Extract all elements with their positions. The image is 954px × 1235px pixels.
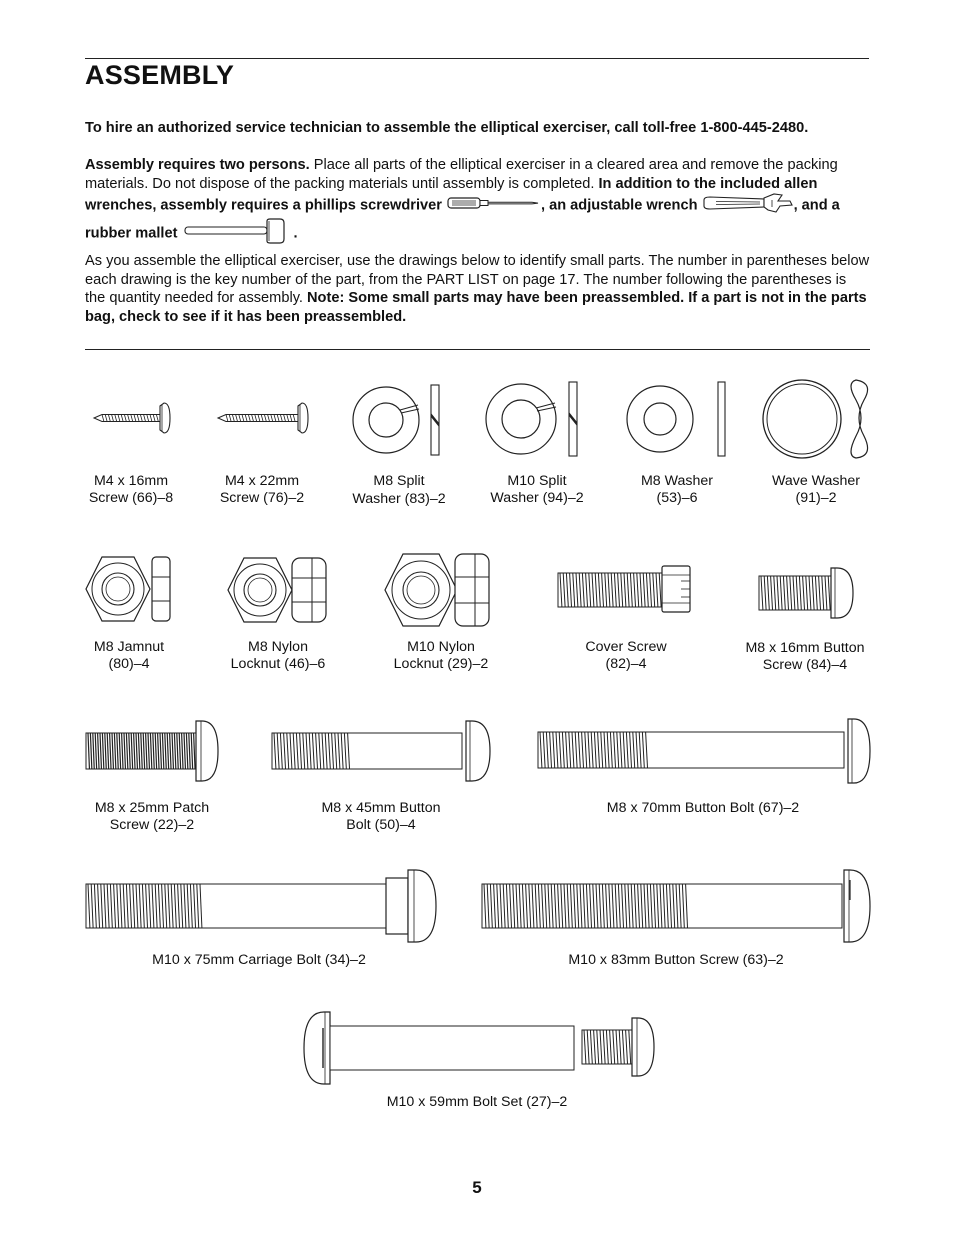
m10-nylon-locknut-drawing bbox=[383, 552, 493, 628]
part-label-m8x70mm-button-bolt: M8 x 70mm Button Bolt (67)–2 bbox=[606, 800, 800, 816]
parts-identification-paragraph bbox=[85, 252, 870, 326]
tools-required-text: In addition to the included allen wrenches, assembly requires a phillips screwdriver bbox=[85, 175, 818, 214]
part-label-wave-washer: Wave Washer (91)–2 bbox=[771, 473, 861, 506]
preparation-text: Place all parts of the elliptical exerciser in a cleared area and remove the packing materials. Do not dispose of the packing materials until assembly is completed. bbox=[85, 157, 838, 192]
adjustable-wrench-icon bbox=[702, 193, 794, 219]
m8-jamnut-drawing bbox=[84, 555, 174, 623]
m10-split-washer-drawing bbox=[484, 380, 584, 458]
cover-screw-drawing bbox=[556, 563, 696, 615]
assembly-requirements-paragraph bbox=[85, 156, 870, 248]
hire-technician-paragraph bbox=[85, 119, 870, 138]
part-label-m8-nylon-locknut: M8 Nylon Locknut (46)–6 bbox=[230, 639, 326, 672]
wave-washer-drawing bbox=[762, 378, 876, 460]
part-label-m4x16mm-screw: M4 x 16mm Screw (66)–8 bbox=[88, 473, 174, 506]
m8-washer-drawing bbox=[626, 380, 730, 458]
page-number: 5 bbox=[472, 1178, 482, 1197]
part-label-m10-nylon-locknut: M10 Nylon Locknut (29)–2 bbox=[393, 639, 489, 672]
part-label-m10-split-washer: M10 Split Washer (94)–2 bbox=[490, 473, 584, 506]
phillips-screwdriver-icon bbox=[446, 196, 541, 216]
hire-line: To hire an authorized service technician to assemble the elliptical exerciser, call toll-free 1-800-445-2480. bbox=[85, 120, 809, 136]
rubber-mallet-icon bbox=[182, 219, 294, 249]
part-label-m8x16mm-button-screw: M8 x 16mm Button Screw (84)–4 bbox=[745, 640, 865, 673]
period: . bbox=[293, 225, 298, 242]
part-label-m8x45mm-button-bolt: M8 x 45mm Button Bolt (50)–4 bbox=[321, 800, 441, 833]
part-label-m10x59mm-bolt-set: M10 x 59mm Bolt Set (27)–2 bbox=[386, 1094, 568, 1110]
m4x16mm-screw-drawing bbox=[92, 400, 174, 436]
section-rule bbox=[85, 349, 870, 350]
m10x83mm-button-screw-drawing bbox=[480, 866, 876, 946]
m10x75mm-carriage-bolt-drawing bbox=[84, 866, 442, 946]
part-label-m8-washer: M8 Washer (53)–6 bbox=[640, 473, 714, 506]
preassembled-note: Note: Some small parts may have been preassembled. If a part is not in the parts bag, check to see if it has been preassembled. bbox=[85, 290, 867, 325]
page-title: ASSEMBLY bbox=[85, 60, 235, 90]
parts-instructions-text: As you assemble the elliptical exerciser, use the drawings below to identify small parts. The number in parentheses below each drawing is the key number of the part, from the PART LIST on page 17. The number following the parentheses is the quantity needed for assembly. bbox=[85, 253, 870, 306]
m8x25mm-patch-screw-drawing bbox=[84, 719, 224, 785]
part-label-m8x25mm-patch-screw: M8 x 25mm Patch Screw (22)–2 bbox=[94, 800, 210, 833]
m8x70mm-button-bolt-drawing bbox=[536, 717, 876, 785]
top-rule bbox=[85, 58, 869, 59]
m8-nylon-locknut-drawing bbox=[226, 556, 332, 624]
part-label-m10x83mm-button-screw: M10 x 83mm Button Screw (63)–2 bbox=[568, 952, 784, 968]
part-label-m4x22mm-screw: M4 x 22mm Screw (76)–2 bbox=[219, 473, 305, 506]
m8x16mm-button-screw-drawing bbox=[757, 564, 857, 624]
m8-split-washer-drawing bbox=[350, 383, 450, 457]
part-label-cover-screw: Cover Screw (82)–4 bbox=[585, 639, 667, 672]
part-label-m8-split-washer: M8 Split Washer (83)–2 bbox=[352, 473, 446, 507]
m4x22mm-screw-drawing bbox=[216, 400, 312, 436]
m10x59mm-bolt-set-drawing bbox=[300, 1008, 662, 1088]
part-label-m8-jamnut: M8 Jamnut (80)–4 bbox=[93, 639, 165, 672]
part-label-m10x75mm-carriage-bolt: M10 x 75mm Carriage Bolt (34)–2 bbox=[152, 952, 366, 968]
rubber-mallet-text: , and a rubber mallet bbox=[85, 197, 840, 242]
two-persons-note: Assembly requires two persons. bbox=[85, 157, 310, 173]
m8x45mm-button-bolt-drawing bbox=[270, 719, 496, 785]
adjustable-wrench-text: , an adjustable wrench bbox=[540, 197, 698, 214]
